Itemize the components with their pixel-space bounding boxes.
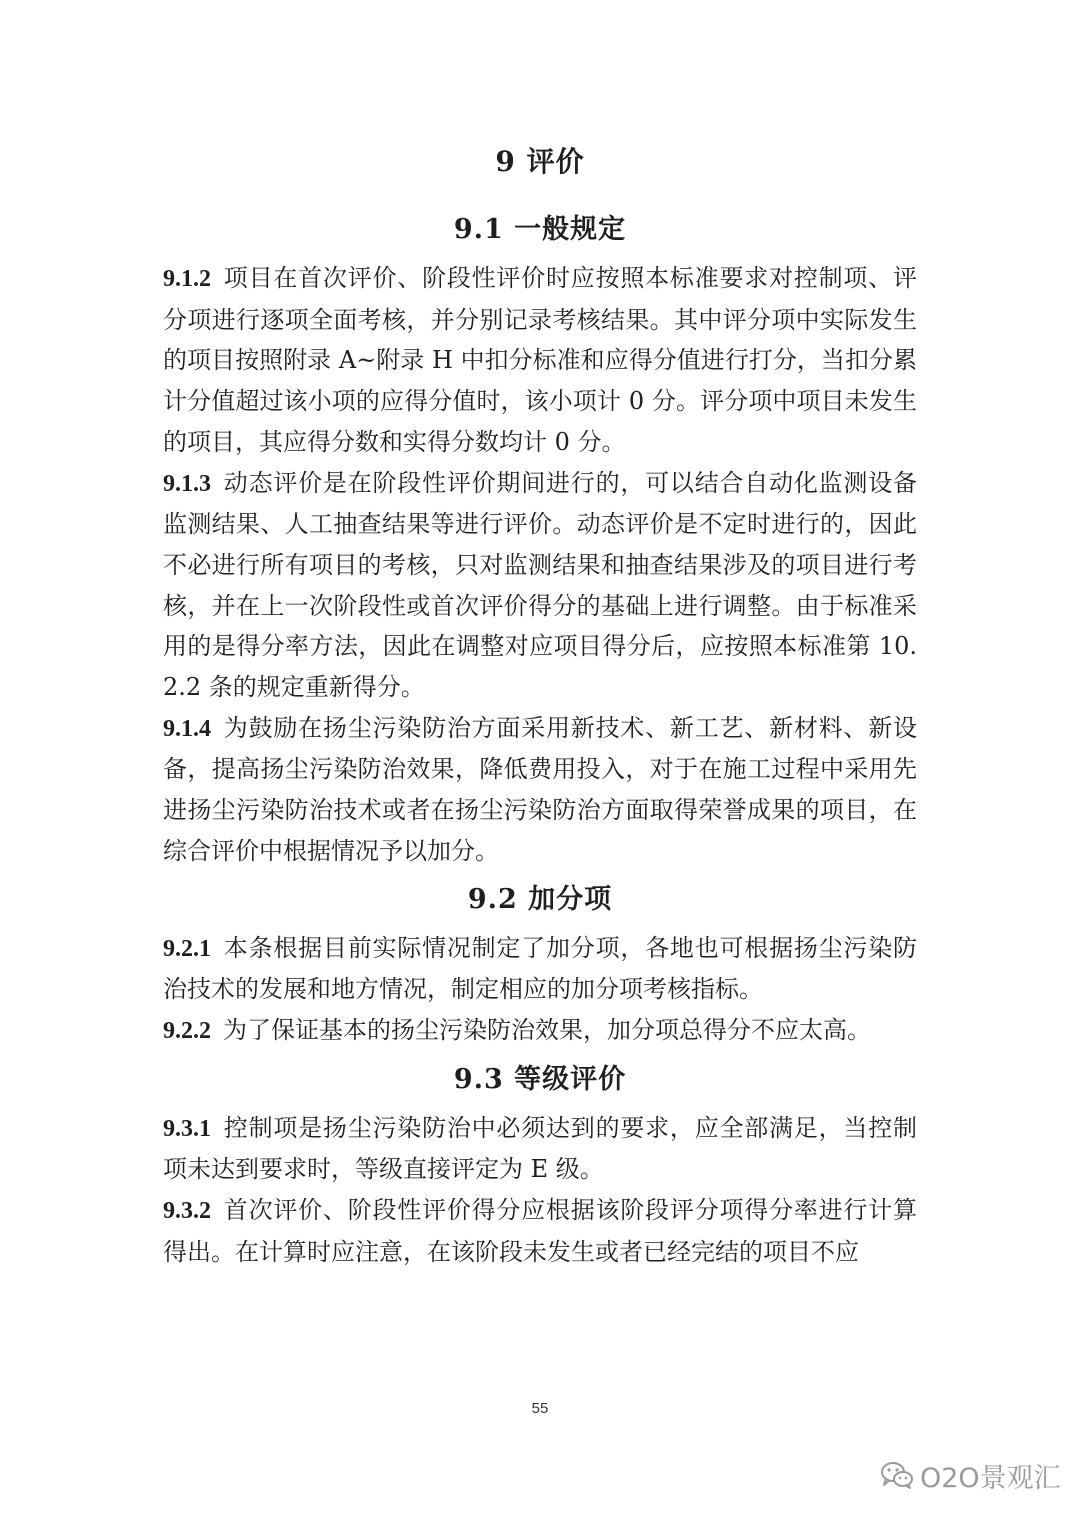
clause-9-2-2 <box>163 1010 917 1052</box>
clause-number: 9.2.2 <box>163 1017 211 1044</box>
clause-number: 9.1.3 <box>163 470 211 497</box>
page-number: 55 <box>531 1400 549 1417</box>
clause-text: 项目在首次评价、阶段性评价时应按照本标准要求对控制项、评分项进行逐项全面考核，并分别记录考核结果。其中评分项中实际发生的项目按照附录 A~附录 H 中扣分标准和应得分值进行打分，当扣分累计分值超过该小项的应得分值时，该小项计 0 分。评分项中项目未发生的项目，其应得分数和实得分数均计 0 分。 <box>163 264 917 456</box>
clause-9-3-1 <box>163 1108 917 1190</box>
clause-text: 为鼓励在扬尘污染防治方面采用新技术、新工艺、新材料、新设备，提高扬尘污染防治效果，降低费用投入，对于在施工过程中采用先进扬尘污染防治技术或者在扬尘污染防治方面取得荣誉成果的项目，在综合评价中根据情况予以加分。 <box>163 713 917 865</box>
section-title-9-3: 9.3 等级评价 <box>453 1063 627 1095</box>
clause-text: 动态评价是在阶段性评价期间进行的，可以结合自动化监测设备监测结果、人工抽查结果等进行评价。动态评价是不定时进行的，因此不必进行所有项目的考核，只对监测结果和抽查结果涉及的项目进行考核，并在上一次阶段性或首次评价得分的基础上进行调整。由于标准采用的是得分率方法，因此在调整对应项目得分后，应按照本标准第 10.2.2 条的规定重新得分。 <box>163 468 917 702</box>
clause-number: 9.2.1 <box>163 935 211 962</box>
clause-number: 9.1.4 <box>163 715 211 742</box>
clause-number: 9.3.1 <box>163 1115 211 1142</box>
clause-text: 首次评价、阶段性评价得分应根据该阶段评分项得分率进行计算得出。在计算时应注意，在该阶段未发生或者已经完结的项目不应 <box>163 1196 917 1266</box>
clause-text: 本条根据目前实际情况制定了加分项，各地也可根据扬尘污染防治技术的发展和地方情况，制定相应的加分项考核指标。 <box>163 933 917 1004</box>
clause-text: 为了保证基本的扬尘污染防治效果，加分项总得分不应太高。 <box>223 1015 871 1044</box>
content-flow <box>163 202 917 1272</box>
chapter-title: 9 评价 <box>495 145 585 178</box>
watermark <box>880 1455 1061 1495</box>
watermark-text: O2O景观汇 <box>920 1462 1061 1494</box>
clause-9-1-3 <box>163 463 917 708</box>
section-title-9-1: 9.1 一般规定 <box>453 214 627 245</box>
clause-text: 控制项是扬尘污染防治中必须达到的要求，应全部满足，当控制项未达到要求时，等级直接评定为 E 级。 <box>163 1113 917 1184</box>
wechat-icon <box>880 1460 914 1490</box>
clause-number: 9.3.2 <box>163 1198 211 1225</box>
clause-9-3-2 <box>163 1190 917 1272</box>
clause-9-1-4 <box>163 708 917 872</box>
clause-9-2-1 <box>163 928 917 1010</box>
section-title-9-2: 9.2 加分项 <box>467 883 613 915</box>
clause-9-1-2 <box>163 258 917 463</box>
clause-number: 9.1.2 <box>163 266 211 292</box>
